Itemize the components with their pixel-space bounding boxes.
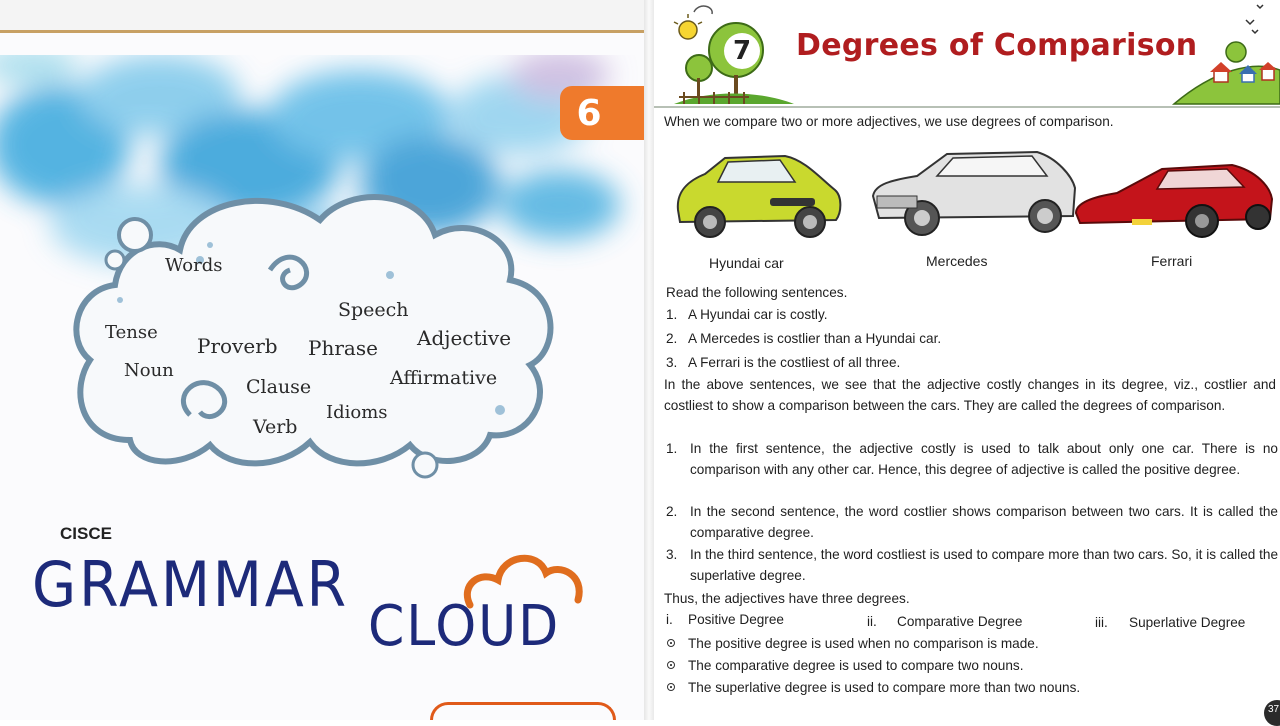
page-number: 37	[1264, 700, 1280, 726]
intro-text: When we compare two or more adjectives, we use degrees of comparison.	[664, 114, 1114, 129]
degree-number: i.	[666, 612, 673, 627]
bullet-icon	[667, 639, 675, 647]
cloud-word-proverb: Proverb	[197, 334, 278, 358]
bullet-icon	[667, 661, 675, 669]
book-title-grammar: GRAMMAR	[32, 548, 349, 621]
bullet-icon	[667, 683, 675, 691]
cover-top-rule	[0, 30, 648, 33]
point-number: 3.	[666, 547, 678, 562]
bullet-text: The superlative degree is used to compare more than two nouns.	[688, 680, 1081, 695]
bullet-text: The positive degree is used when no comparison is made.	[688, 636, 1039, 651]
cloud-word-adjective: Adjective	[417, 326, 512, 350]
cloud-word-noun: Noun	[124, 360, 174, 381]
board-label: CISCE	[60, 524, 112, 543]
point-number: 2.	[666, 504, 678, 519]
chapter-number: 7	[724, 33, 760, 69]
cloud-word-words: Words	[165, 255, 223, 276]
ferrari-car-illustration	[1072, 157, 1276, 241]
page-top-margin	[0, 0, 648, 30]
cloud-word-verb: Verb	[253, 416, 298, 438]
book-title-cloud: CLOUD	[368, 594, 561, 659]
point-text: In the third sentence, the word costliest is used to compare more than two cars. So, it is called the superlative degree.	[690, 547, 1278, 583]
cloud-word-speech: Speech	[338, 299, 409, 321]
cloud-word-affirmative: Affirmative	[390, 367, 498, 389]
sentence-number: 3.	[666, 355, 678, 370]
hyundai-car-illustration	[670, 150, 845, 242]
point-text: In the first sentence, the adjective costly is used to talk about only one car. There is no comparison with any other car. Hence, this degree of adjective is called the positive degree.	[690, 441, 1278, 477]
point-number: 1.	[666, 441, 678, 456]
degree-number: ii.	[867, 614, 877, 629]
sentence-number: 2.	[666, 331, 678, 346]
sentence-number: 1.	[666, 307, 678, 322]
header-rule	[654, 106, 1280, 108]
point-text: In the second sentence, the word costlier shows comparison between two cars. It is called the comparative degree.	[690, 504, 1278, 540]
thus-text: Thus, the adjectives have three degrees.	[664, 591, 910, 606]
sentence-text: A Ferrari is the costliest of all three.	[688, 355, 901, 370]
hyundai-caption: Hyundai car	[709, 255, 784, 271]
ferrari-caption: Ferrari	[1151, 253, 1193, 269]
cloud-word-tense: Tense	[105, 322, 158, 343]
read-prompt: Read the following sentences.	[666, 285, 848, 300]
chapter-title: Degrees of Comparison	[796, 28, 1198, 63]
chapter-page	[654, 0, 1280, 720]
bottom-decoration	[430, 702, 616, 720]
grade-badge: 6	[560, 86, 648, 140]
cloud-word-clause: Clause	[246, 376, 312, 398]
mercedes-car-illustration	[867, 146, 1079, 240]
sentence-text: A Mercedes is costlier than a Hyundai car.	[688, 331, 942, 346]
mercedes-caption: Mercedes	[926, 253, 988, 269]
explanation-paragraph: In the above sentences, we see that the adjective costly changes in its degree, viz., costlier and costliest to show a comparison between the cars. They are called the degrees of comparison.	[664, 377, 1276, 413]
sentence-text: A Hyundai car is costly.	[688, 307, 828, 322]
bullet-text: The comparative degree is used to compare two nouns.	[688, 658, 1024, 673]
degree-label: Superlative Degree	[1129, 615, 1246, 630]
cloud-word-idioms: Idioms	[326, 402, 388, 423]
degree-label: Positive Degree	[688, 612, 784, 627]
book-spine	[644, 0, 654, 720]
degree-number: iii.	[1095, 615, 1108, 630]
cloud-word-phrase: Phrase	[308, 336, 378, 360]
degree-label: Comparative Degree	[897, 614, 1023, 629]
